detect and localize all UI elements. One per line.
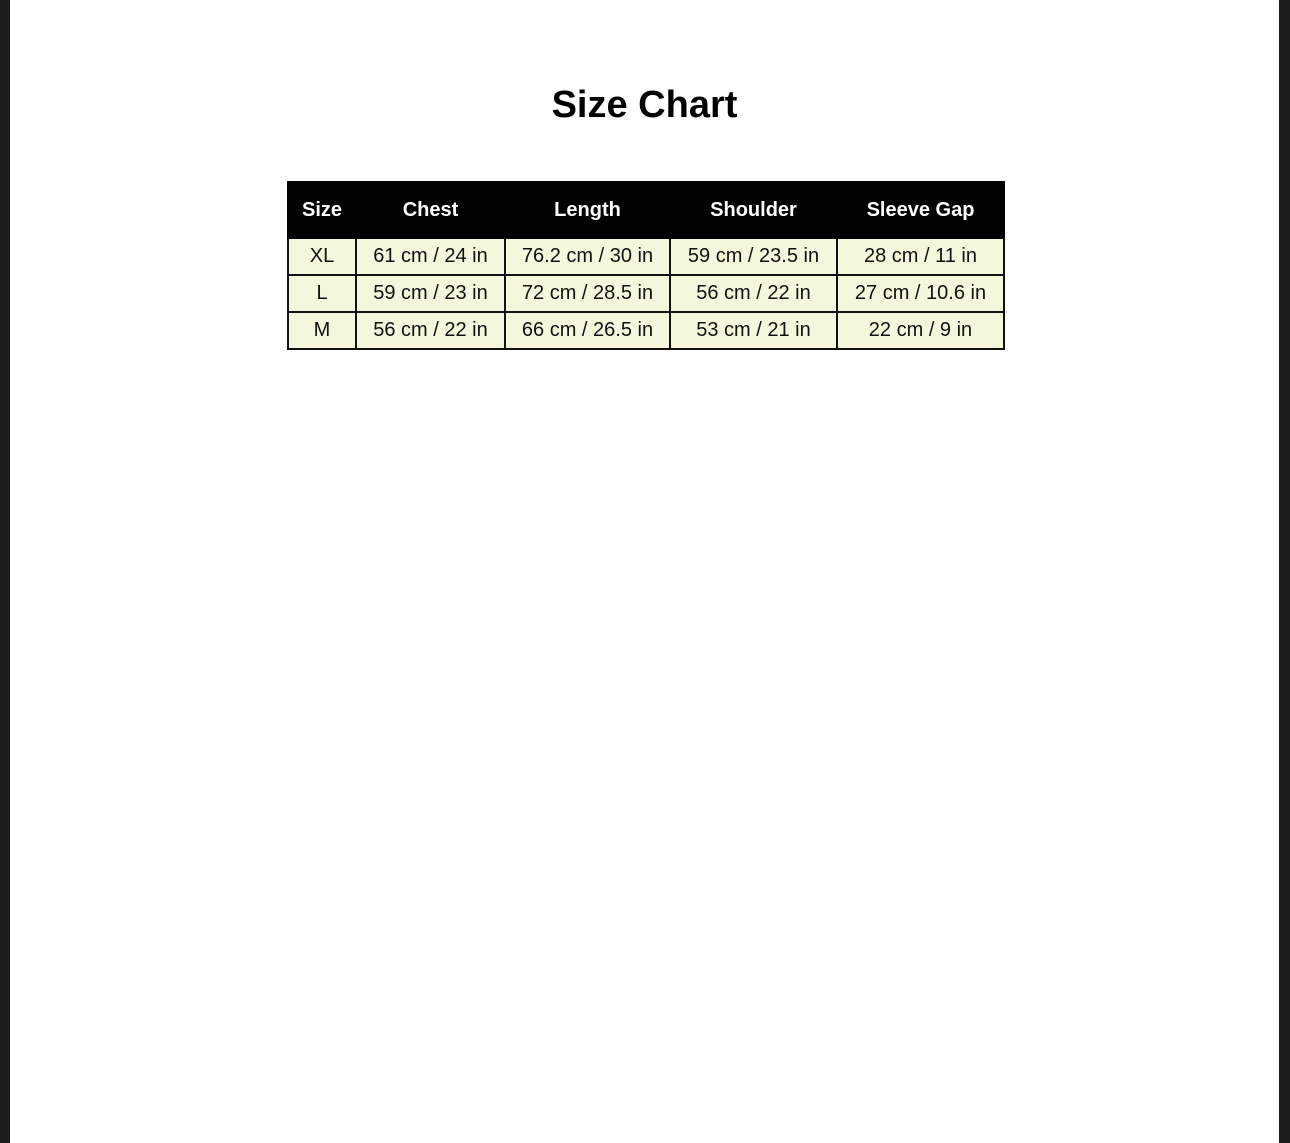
cell-shoulder: 59 cm / 23.5 in: [670, 238, 837, 275]
page-title: Size Chart: [551, 84, 738, 126]
header-size: Size: [288, 182, 356, 238]
table-row: [288, 312, 1004, 349]
table-row: [288, 238, 1004, 275]
cell-size: M: [288, 312, 356, 349]
cell-chest: 59 cm / 23 in: [356, 275, 505, 312]
header-length: Length: [505, 182, 670, 238]
header-sleeve-gap: Sleeve Gap: [837, 182, 1004, 238]
cell-chest: 56 cm / 22 in: [356, 312, 505, 349]
cell-shoulder: 53 cm / 21 in: [670, 312, 837, 349]
cell-length: 76.2 cm / 30 in: [505, 238, 670, 275]
cell-length: 66 cm / 26.5 in: [505, 312, 670, 349]
cell-shoulder: 56 cm / 22 in: [670, 275, 837, 312]
document-page: [10, 0, 1279, 1143]
cell-sleeve-gap: 22 cm / 9 in: [837, 312, 1004, 349]
cell-size: XL: [288, 238, 356, 275]
table-header-row: [288, 182, 1004, 238]
cell-length: 72 cm / 28.5 in: [505, 275, 670, 312]
cell-sleeve-gap: 28 cm / 11 in: [837, 238, 1004, 275]
cell-size: L: [288, 275, 356, 312]
header-shoulder: Shoulder: [670, 182, 837, 238]
header-chest: Chest: [356, 182, 505, 238]
table-row: [288, 275, 1004, 312]
cell-chest: 61 cm / 24 in: [356, 238, 505, 275]
size-chart-table: [287, 181, 1005, 350]
cell-sleeve-gap: 27 cm / 10.6 in: [837, 275, 1004, 312]
